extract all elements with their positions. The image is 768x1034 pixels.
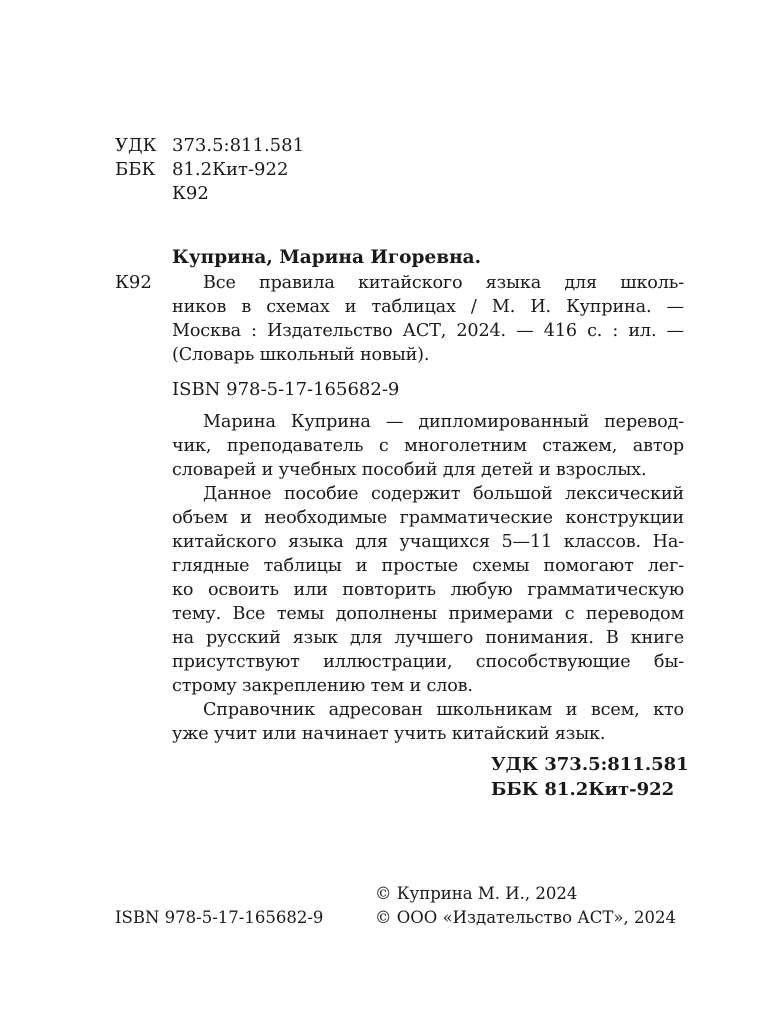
description-line: Все правила китайского языка для школь-: [203, 273, 684, 293]
annotation-line: присутствуют иллюстрации, способствующие бы-: [172, 652, 684, 672]
annotation-line: Марина Куприна — дипломированный перевод-: [203, 412, 684, 432]
footer-isbn: ISBN 978-5-17-165682-9: [115, 908, 324, 927]
annotation-line: Данное пособие содержит большой лексический: [203, 484, 684, 504]
description-line: Москва : Издательство АСТ, 2024. — 416 с. : ил. —: [172, 321, 684, 341]
entry-author-mark: К92: [115, 272, 152, 293]
classification-bbk: ББК 81.2Кит-922: [491, 779, 675, 800]
description-line: ников в схемах и таблицах / М. И. Куприна. —: [172, 297, 684, 317]
udk-label: УДК: [115, 135, 157, 156]
annotation-line: строму закреплению тем и слов.: [172, 676, 473, 696]
annotation-line: глядные таблицы и простые схемы помогают лег-: [172, 556, 684, 576]
annotation-line: объем и необходимые грамматические конструкции: [172, 508, 684, 528]
description-line: (Словарь школьный новый).: [172, 345, 430, 365]
annotation-line: китайского языка для учащихся 5—11 классов. На-: [172, 532, 684, 552]
header-author-mark: К92: [172, 183, 209, 204]
annotation-line: Справочник адресован школьникам и всем, кто: [203, 700, 684, 720]
copyright-publisher: © ООО «Издательство АСТ», 2024: [375, 908, 676, 927]
annotation-line: на русский язык для лучшего понимания. В книге: [172, 628, 684, 648]
author-heading: Куприна, Марина Игоревна.: [172, 247, 482, 268]
bbk-value: 81.2Кит-922: [172, 159, 289, 180]
bbk-label: ББК: [115, 159, 156, 180]
annotation-line: ко освоить или повторить любую грамматическую: [172, 580, 684, 600]
annotation-line: тему. Все темы дополнены примерами с переводом: [172, 604, 684, 624]
classification-udk: УДК 373.5:811.581: [491, 754, 689, 775]
entry-isbn: ISBN 978-5-17-165682-9: [172, 379, 400, 400]
annotation-line: чик, преподаватель с многолетним стажем, автор: [172, 436, 684, 456]
annotation-line: уже учит или начинает учить китайский язык.: [172, 724, 606, 744]
udk-value: 373.5:811.581: [172, 135, 305, 156]
annotation-line: словарей и учебных пособий для детей и взрослых.: [172, 460, 647, 480]
copyright-author: © Куприна М. И., 2024: [375, 884, 578, 903]
